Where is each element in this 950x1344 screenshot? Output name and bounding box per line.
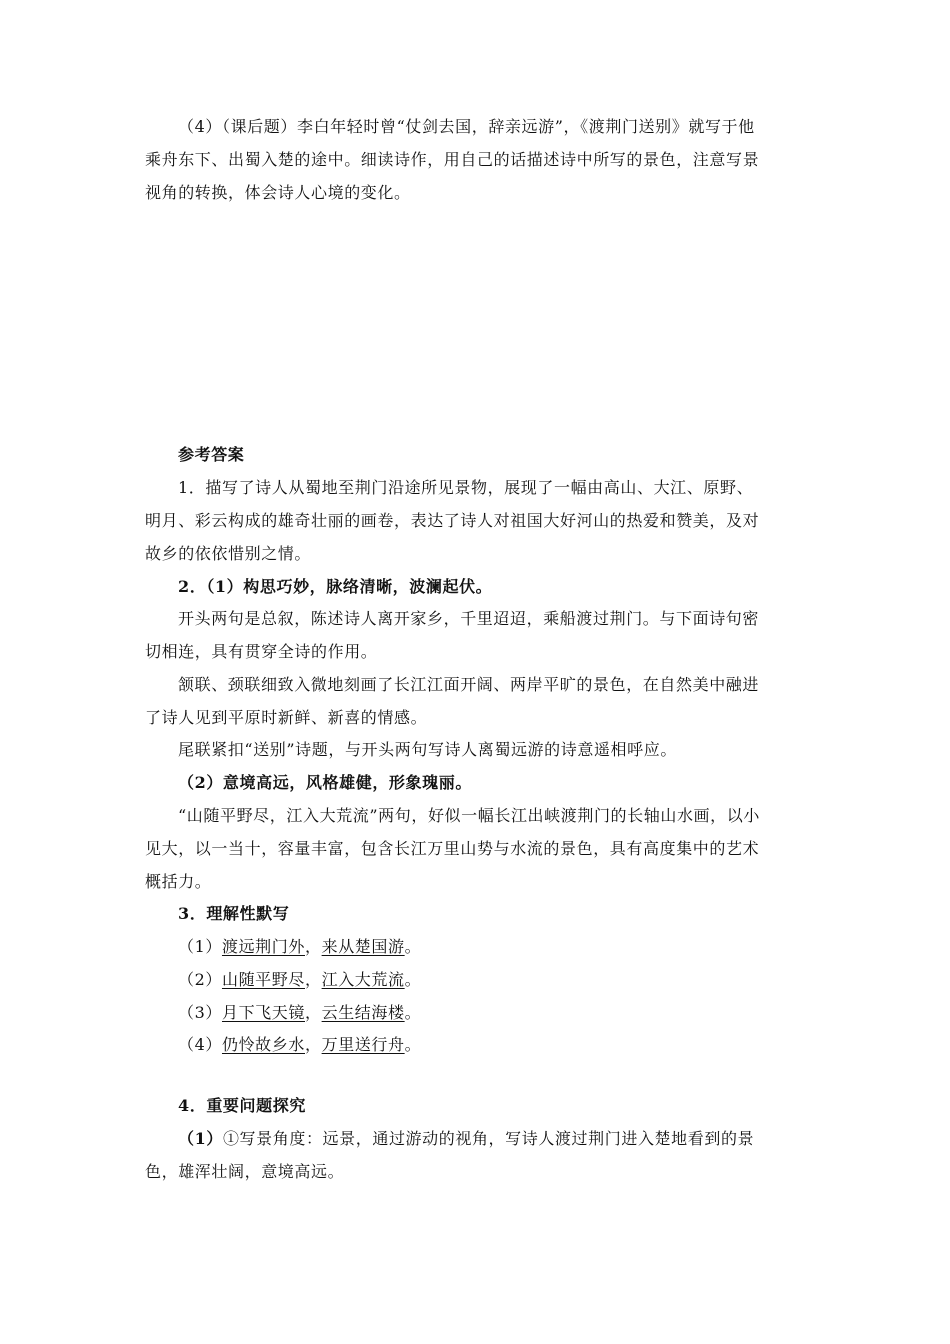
dictation-answer-part-2: 云生结海楼	[321, 1003, 405, 1022]
answer-2-para-2-line-1: 颔联、颈联细致入微地刻画了长江江面开阔、两岸平旷的景色，在自然美中融进	[178, 675, 760, 694]
dictation-separator: ，	[305, 937, 322, 956]
dictation-separator: ，	[305, 1035, 322, 1054]
dictation-answer-part-1: 渡远荆门外	[221, 937, 305, 956]
dictation-end: 。	[404, 1035, 422, 1054]
answer-1-line-2: 明月、彩云构成的雄奇壮丽的画卷，表达了诗人对祖国大好河山的热爱和赞美，及对	[145, 511, 760, 530]
answer-2-para-1-line-2: 切相连，具有贯穿全诗的作用。	[145, 642, 378, 661]
answer-4-para-1-line-2: 色，雄浑壮阔，意境高远。	[145, 1162, 345, 1181]
dictation-answer-part-2: 来从楚国游	[321, 937, 405, 956]
dictation-item	[178, 1003, 421, 1023]
dictation-end: 。	[404, 937, 422, 956]
dictation-number: （3）	[178, 1003, 222, 1022]
answer-2-para-4-line-3: 概括力。	[145, 872, 212, 891]
dictation-item	[178, 937, 421, 957]
dictation-number: （2）	[178, 970, 222, 989]
dictation-item	[178, 1035, 421, 1055]
answer-4-text: ①写景角度：远景，通过游动的视角，写诗人渡过荆门进入楚地看到的景	[222, 1129, 755, 1148]
dictation-answer-part-2: 万里送行舟	[321, 1035, 405, 1054]
answer-2-para-1-line-1: 开头两句是总叙，陈述诗人离开家乡，千里迢迢，乘船渡过荆门。与下面诗句密	[178, 609, 760, 628]
answer-2-para-4-line-2: 见大，以一当十，容量丰富，包含长江万里山势与水流的景色，具有高度集中的艺术	[145, 839, 760, 858]
answer-4-title: 4．重要问题探究	[178, 1096, 306, 1115]
answer-2-title: 2．（1）构思巧妙，脉络清晰，波澜起伏。	[178, 577, 493, 596]
dictation-number: （1）	[178, 937, 222, 956]
answer-2-para-4-line-1: “山随平野尽，江入大荒流”两句，好似一幅长江出峡渡荆门的长轴山水画，以小	[178, 806, 760, 825]
dictation-separator: ，	[305, 970, 322, 989]
dictation-number: （4）	[178, 1035, 222, 1054]
dictation-answer-part-1: 仍怜故乡水	[221, 1035, 305, 1054]
dictation-answer-part-1: 月下飞天镜	[221, 1003, 305, 1022]
question-line-1: （4）（课后题）李白年轻时曾“仗剑去国，辞亲远游”，《渡荆门送别》就写于他	[178, 117, 755, 136]
answer-4-label: （1）	[178, 1129, 223, 1148]
question-line-3: 视角的转换，体会诗人心境的变化。	[145, 183, 411, 202]
answer-2-para-2-line-2: 了诗人见到平原时新鲜、新喜的情感。	[145, 708, 428, 727]
question-line-2: 乘舟东下、出蜀入楚的途中。细读诗作，用自己的话描述诗中所写的景色，注意写景	[145, 150, 760, 169]
dictation-end: 。	[404, 1003, 422, 1022]
answer-3-title: 3．理解性默写	[178, 904, 290, 923]
answer-4-para-1-line-1	[178, 1129, 754, 1149]
answer-1-line-3: 故乡的依依惜别之情。	[145, 544, 312, 563]
dictation-item	[178, 970, 421, 990]
dictation-end: 。	[404, 970, 422, 989]
dictation-answer-part-1: 山随平野尽	[221, 970, 305, 989]
answer-2-para-3: 尾联紧扣“送别”诗题，与开头两句写诗人离蜀远游的诗意遥相呼应。	[178, 740, 677, 759]
dictation-separator: ，	[305, 1003, 322, 1022]
answer-1-line-1: 1．描写了诗人从蜀地至荆门沿途所见景物，展现了一幅由高山、大江、原野、	[178, 478, 754, 497]
answer-2-subtitle-2: （2）意境高远，风格雄健，形象瑰丽。	[178, 773, 472, 792]
dictation-answer-part-2: 江入大荒流	[321, 970, 405, 989]
answers-heading: 参考答案	[178, 445, 245, 464]
